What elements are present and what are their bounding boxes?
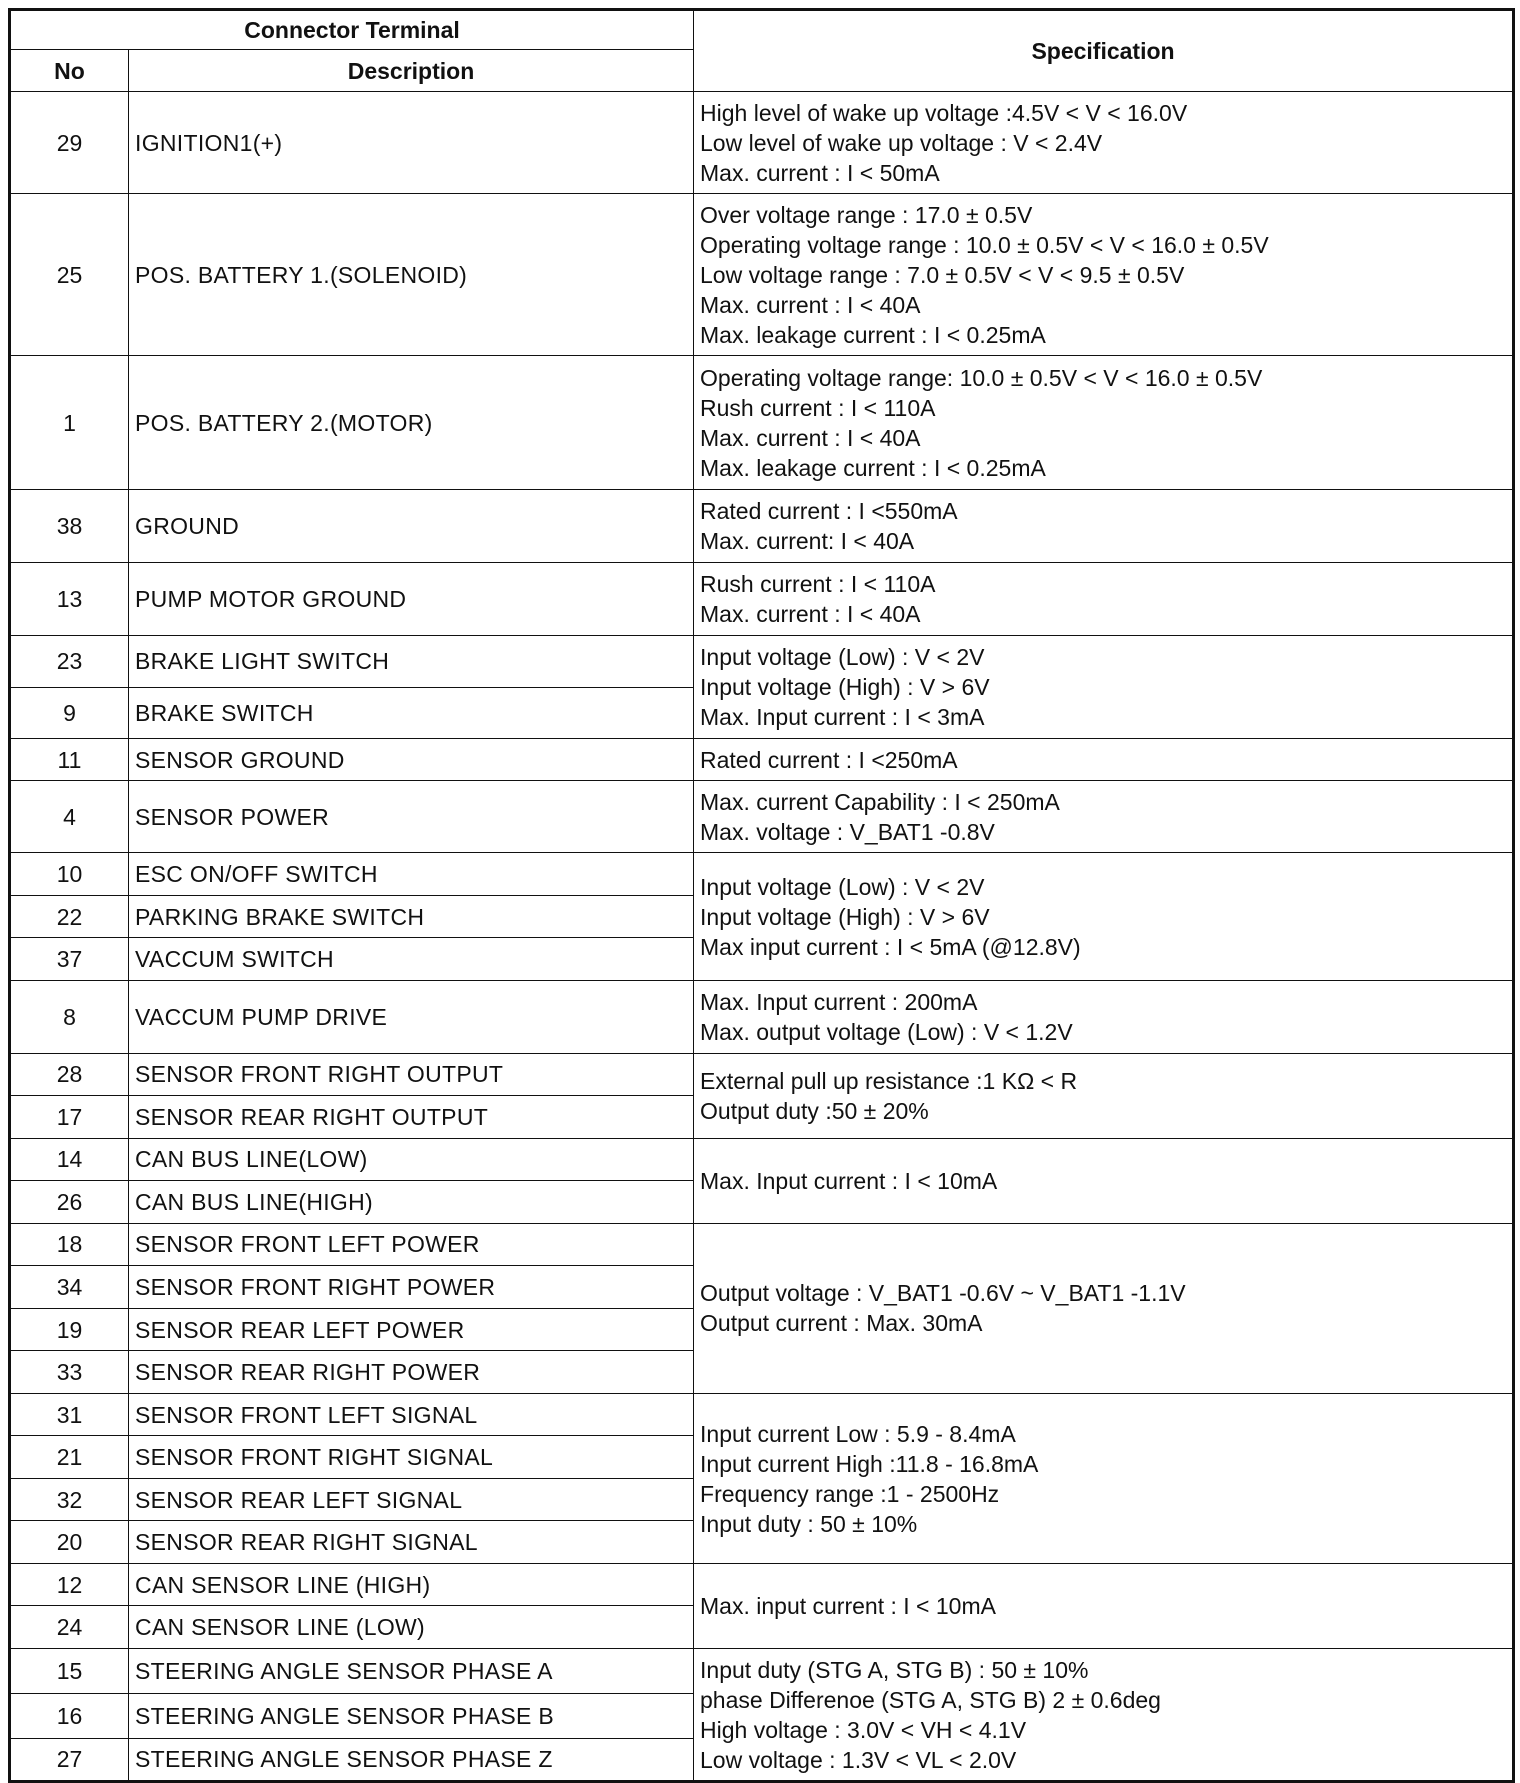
specification-cell — [694, 194, 1514, 356]
terminal-no: 31 — [10, 1394, 129, 1436]
terminal-no: 25 — [10, 194, 129, 356]
terminal-description: VACCUM SWITCH — [129, 938, 694, 981]
terminal-description: SENSOR FRONT RIGHT OUTPUT — [129, 1053, 694, 1095]
specification-cell — [694, 1394, 1514, 1564]
spec-line: Input duty (STG A, STG B) : 50 ± 10% — [700, 1656, 1089, 1683]
terminal-no: 4 — [10, 781, 129, 853]
terminal-no: 9 — [10, 688, 129, 739]
terminal-no: 10 — [10, 853, 129, 896]
terminal-no: 18 — [10, 1223, 129, 1265]
terminal-description: BRAKE SWITCH — [129, 688, 694, 739]
terminal-description: STEERING ANGLE SENSOR PHASE Z — [129, 1738, 694, 1781]
terminal-description: SENSOR REAR LEFT POWER — [129, 1308, 694, 1350]
terminal-description: IGNITION1(+) — [129, 92, 694, 194]
spec-line: Max. input current : I < 10mA — [700, 1593, 996, 1620]
spec-line: Frequency range :1 - 2500Hz — [700, 1480, 1000, 1507]
terminal-no: 37 — [10, 938, 129, 981]
specification-cell — [694, 1649, 1514, 1782]
spec-line: Input voltage (Low) : V < 2V — [700, 873, 985, 900]
terminal-description: SENSOR FRONT RIGHT SIGNAL — [129, 1436, 694, 1479]
no-header: No — [10, 50, 129, 92]
terminal-description: SENSOR POWER — [129, 781, 694, 853]
specification-cell — [694, 1223, 1514, 1393]
terminal-description: POS. BATTERY 1.(SOLENOID) — [129, 194, 694, 356]
spec-line: Operating voltage range : 10.0 ± 0.5V < V < 16.0 ± 0.5V — [700, 231, 1269, 258]
spec-line: Max. output voltage (Low) : V < 1.2V — [700, 1019, 1073, 1046]
terminal-no: 29 — [10, 92, 129, 194]
specification-cell — [694, 853, 1514, 981]
terminal-no: 23 — [10, 635, 129, 687]
spec-line: Operating voltage range: 10.0 ± 0.5V < V < 16.0 ± 0.5V — [700, 364, 1263, 391]
terminal-description: PARKING BRAKE SWITCH — [129, 896, 694, 938]
terminal-description: VACCUM PUMP DRIVE — [129, 981, 694, 1053]
terminal-no: 22 — [10, 896, 129, 938]
terminal-no: 34 — [10, 1265, 129, 1308]
terminal-no: 32 — [10, 1479, 129, 1521]
terminal-no: 21 — [10, 1436, 129, 1479]
spec-line: Max. Input current : 200mA — [700, 989, 978, 1016]
specification-cell — [694, 635, 1514, 738]
spec-line: Max input current : I < 5mA (@12.8V) — [700, 933, 1081, 960]
spec-line: Max. leakage current : I < 0.25mA — [700, 454, 1046, 481]
spec-line: Input voltage (High) : V > 6V — [700, 674, 990, 701]
terminal-no: 11 — [10, 739, 129, 781]
spec-line: Output duty :50 ± 20% — [700, 1097, 929, 1124]
spec-line: Output voltage : V_BAT1 -0.6V ~ V_BAT1 -1.1V — [700, 1280, 1186, 1307]
terminal-no: 24 — [10, 1606, 129, 1649]
specification-cell — [694, 739, 1514, 781]
terminal-no: 8 — [10, 981, 129, 1053]
spec-line: Max. voltage : V_BAT1 -0.8V — [700, 818, 995, 845]
terminal-no: 17 — [10, 1095, 129, 1138]
specification-cell — [694, 356, 1514, 489]
spec-line: Max. Input current : I < 3mA — [700, 704, 985, 731]
terminal-description: CAN BUS LINE(HIGH) — [129, 1180, 694, 1223]
spec-line: Low voltage : 1.3V < VL < 2.0V — [700, 1746, 1017, 1773]
spec-line: Max. leakage current : I < 0.25mA — [700, 321, 1046, 348]
specification-cell — [694, 1053, 1514, 1138]
terminal-no: 20 — [10, 1521, 129, 1564]
spec-line: Low level of wake up voltage : V < 2.4V — [700, 129, 1103, 156]
spec-line: External pull up resistance :1 KΩ < R — [700, 1067, 1078, 1094]
spec-line: Rush current : I < 110A — [700, 570, 936, 597]
specification-cell — [694, 489, 1514, 562]
spec-line: Max. current : I < 50mA — [700, 159, 940, 186]
spec-line: Rated current : I <550mA — [700, 497, 958, 524]
spec-line: Low voltage range : 7.0 ± 0.5V < V < 9.5 ± 0.5V — [700, 261, 1185, 288]
terminal-description: GROUND — [129, 489, 694, 562]
spec-line: High level of wake up voltage :4.5V < V < 16.0V — [700, 99, 1188, 126]
spec-line: Max. current Capability : I < 250mA — [700, 788, 1060, 815]
terminal-no: 27 — [10, 1738, 129, 1781]
terminal-no: 14 — [10, 1138, 129, 1180]
terminal-description: PUMP MOTOR GROUND — [129, 562, 694, 635]
spec-line: Input duty : 50 ± 10% — [700, 1510, 918, 1537]
spec-line: Input current Low : 5.9 - 8.4mA — [700, 1420, 1016, 1447]
terminal-description: STEERING ANGLE SENSOR PHASE B — [129, 1693, 694, 1738]
spec-line: Max. current : I < 40A — [700, 600, 921, 627]
terminal-description: SENSOR REAR RIGHT OUTPUT — [129, 1095, 694, 1138]
terminal-description: SENSOR FRONT LEFT SIGNAL — [129, 1394, 694, 1436]
spec-line: High voltage : 3.0V < VH < 4.1V — [700, 1716, 1027, 1743]
spec-line: Max. current: I < 40A — [700, 527, 915, 554]
specification-header: Specification — [694, 10, 1514, 92]
spec-line: Max. current : I < 40A — [700, 291, 921, 318]
document-page — [8, 8, 1512, 1783]
spec-line: Rush current : I < 110A — [700, 394, 936, 421]
description-header: Description — [129, 50, 694, 92]
terminal-description: SENSOR FRONT LEFT POWER — [129, 1223, 694, 1265]
spec-line: Rated current : I <250mA — [700, 746, 958, 773]
terminal-no: 15 — [10, 1649, 129, 1693]
specification-cell — [694, 562, 1514, 635]
terminal-no: 28 — [10, 1053, 129, 1095]
spec-line: Max. Input current : I < 10mA — [700, 1167, 998, 1194]
terminal-no: 16 — [10, 1693, 129, 1738]
specification-cell — [694, 92, 1514, 194]
spec-line: phase Differenoe (STG A, STG B) 2 ± 0.6deg — [700, 1686, 1161, 1713]
terminal-description: SENSOR REAR LEFT SIGNAL — [129, 1479, 694, 1521]
spec-line: Input voltage (High) : V > 6V — [700, 903, 990, 930]
terminal-description: CAN SENSOR LINE (LOW) — [129, 1606, 694, 1649]
connector-terminal-header: Connector Terminal — [10, 10, 694, 50]
terminal-description: SENSOR REAR RIGHT POWER — [129, 1351, 694, 1394]
specification-cell — [694, 781, 1514, 853]
terminal-no: 38 — [10, 489, 129, 562]
specification-cell — [694, 1138, 1514, 1223]
terminal-description: POS. BATTERY 2.(MOTOR) — [129, 356, 694, 489]
terminal-no: 13 — [10, 562, 129, 635]
spec-line: Input voltage (Low) : V < 2V — [700, 644, 985, 671]
terminal-description: ESC ON/OFF SWITCH — [129, 853, 694, 896]
specification-cell — [694, 981, 1514, 1053]
terminal-no: 26 — [10, 1180, 129, 1223]
terminal-description: SENSOR REAR RIGHT SIGNAL — [129, 1521, 694, 1564]
spec-line: Output current : Max. 30mA — [700, 1310, 983, 1337]
terminal-no: 33 — [10, 1351, 129, 1394]
terminal-description: SENSOR FRONT RIGHT POWER — [129, 1265, 694, 1308]
terminal-description: CAN SENSOR LINE (HIGH) — [129, 1564, 694, 1606]
spec-line: Over voltage range : 17.0 ± 0.5V — [700, 201, 1033, 228]
terminal-no: 1 — [10, 356, 129, 489]
terminal-description: SENSOR GROUND — [129, 739, 694, 781]
terminal-description: STEERING ANGLE SENSOR PHASE A — [129, 1649, 694, 1693]
terminal-no: 19 — [10, 1308, 129, 1350]
spec-line: Max. current : I < 40A — [700, 424, 921, 451]
connector-terminal-spec-table — [8, 8, 1515, 1783]
terminal-description: CAN BUS LINE(LOW) — [129, 1138, 694, 1180]
terminal-no: 12 — [10, 1564, 129, 1606]
terminal-description: BRAKE LIGHT SWITCH — [129, 635, 694, 687]
spec-line: Input current High :11.8 - 16.8mA — [700, 1450, 1039, 1477]
specification-cell — [694, 1564, 1514, 1649]
